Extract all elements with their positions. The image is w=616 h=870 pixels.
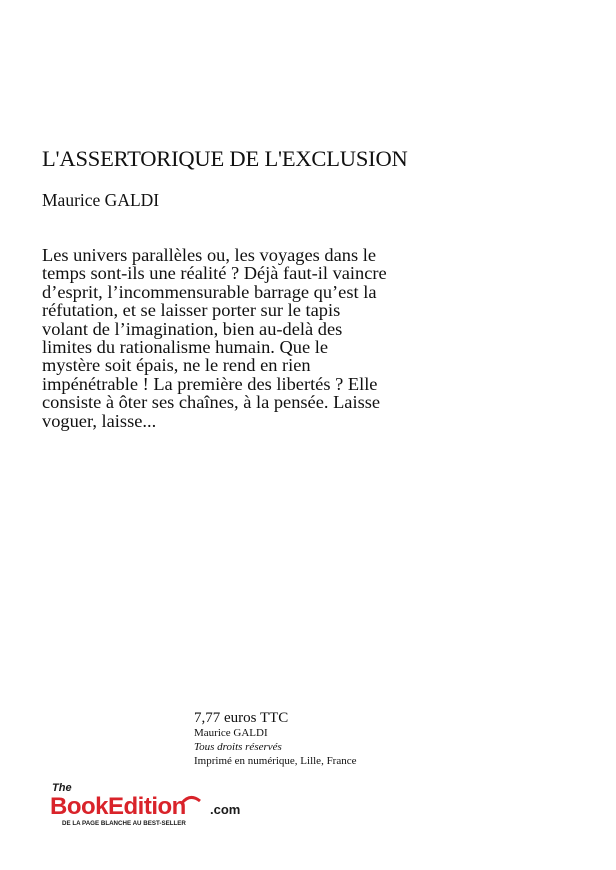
blurb-line: impénétrable ! La première des libertés ? Elle bbox=[42, 373, 378, 394]
logo-swoosh-icon bbox=[182, 797, 200, 803]
logo-brand-o: o bbox=[157, 793, 172, 820]
book-title: L'ASSERTORIQUE DE L'EXCLUSION bbox=[42, 146, 408, 171]
book-author: Maurice GALDI bbox=[42, 190, 160, 210]
bookedition-logo bbox=[50, 779, 250, 827]
logo-brand-n: n bbox=[171, 793, 186, 820]
price: 7,77 euros TTC bbox=[194, 710, 289, 726]
blurb-line: réfutation, et se laisser porter sur le tapis bbox=[42, 300, 341, 321]
colophon-author: Maurice GALDI bbox=[194, 727, 268, 739]
blurb-line: mystère soit épais, ne le rend en rien bbox=[42, 355, 311, 376]
blurb-line: temps sont-ils une réalité ? Déjà faut-il vaincre bbox=[42, 263, 387, 284]
blurb-line: voguer, laisse... bbox=[42, 410, 157, 431]
blurb-line: consiste à ôter ses chaînes, à la pensée. Laisse bbox=[42, 392, 381, 413]
blurb-line: Les univers parallèles ou, les voyages dans le bbox=[42, 245, 376, 265]
back-cover-blurb bbox=[42, 246, 482, 430]
logo-tagline: DE LA PAGE BLANCHE AU BEST-SELLER bbox=[62, 820, 186, 827]
logo-the-text: The bbox=[52, 782, 72, 794]
logo-tld-text: .com bbox=[210, 802, 241, 817]
blurb-line: d’esprit, l’incommensurable barrage qu’est la bbox=[42, 281, 377, 302]
printing-notice: Imprimé en numérique, Lille, France bbox=[194, 755, 357, 767]
blurb-line: volant de l’imagination, bien au-delà des bbox=[42, 318, 343, 339]
blurb-line: limites du rationalisme humain. Que le bbox=[42, 337, 329, 358]
colophon bbox=[194, 710, 357, 768]
logo-brand-text bbox=[50, 793, 186, 820]
logo-brand-main: BookEditi bbox=[50, 793, 158, 820]
rights-notice: Tous droits réservés bbox=[194, 741, 282, 753]
